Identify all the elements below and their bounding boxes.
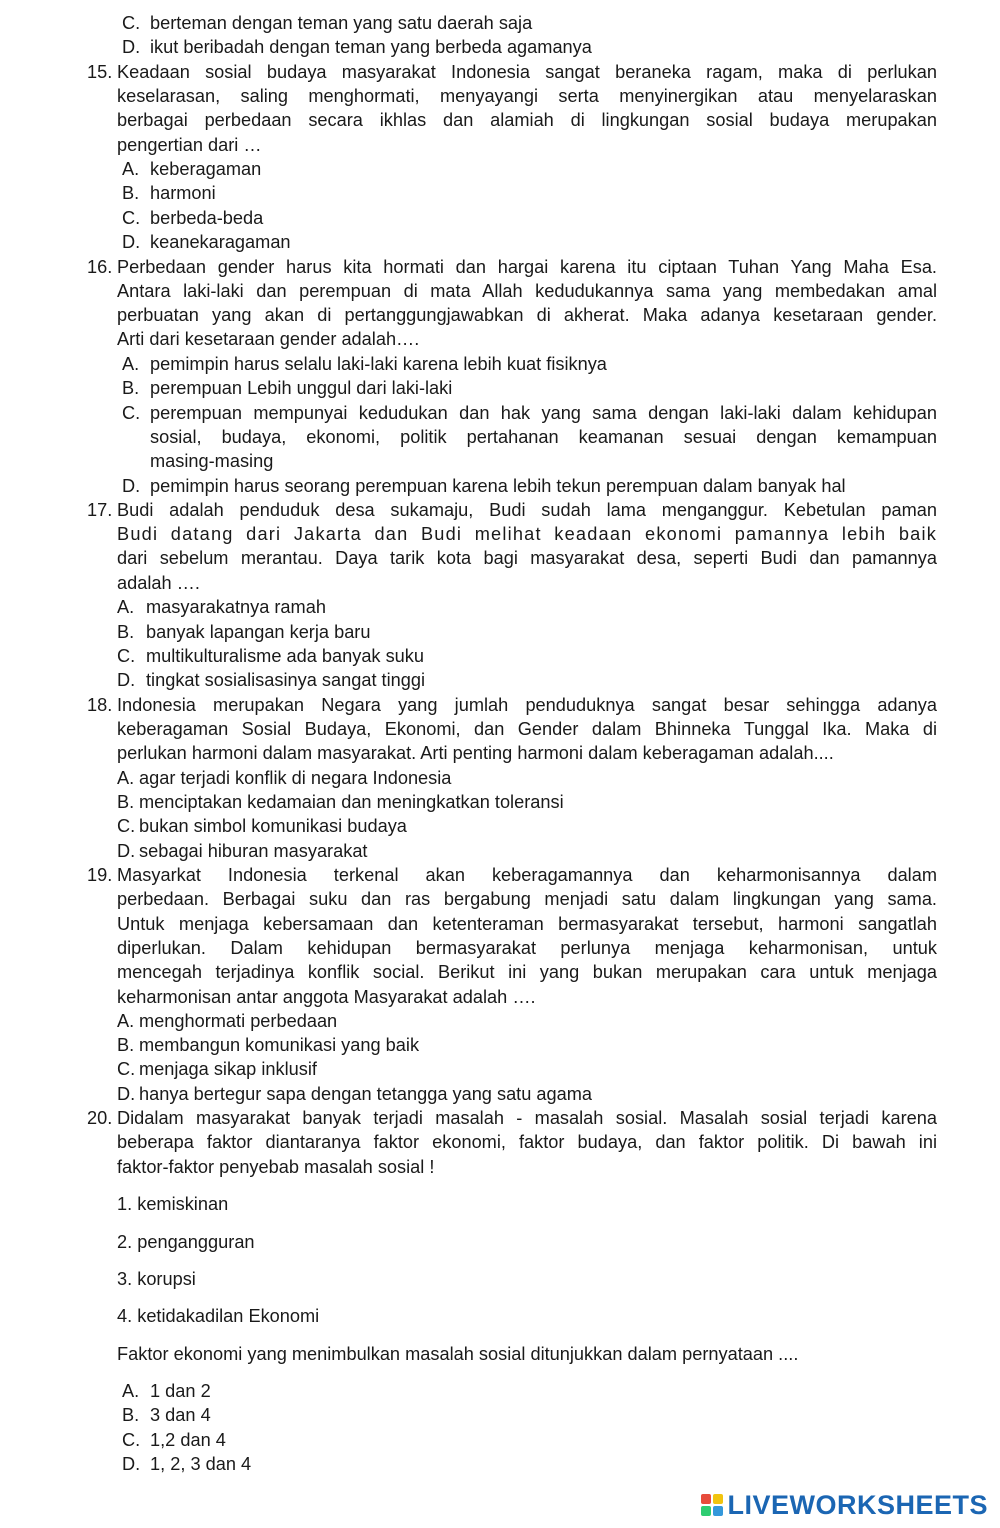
question-number: 17. — [87, 500, 113, 520]
question-text-line: perlukan harmoni dalam masyarakat. Arti penting harmoni dalam keberagaman adalah.... — [117, 743, 834, 763]
option-text: banyak lapangan kerja baru — [146, 622, 371, 642]
option-letter: A. — [117, 1011, 135, 1031]
option-text: hanya bertegur sapa dengan tetangga yang satu agama — [139, 1084, 593, 1104]
option-text: sosial, budaya, ekonomi, politik pertahanan keamanan sesuai dengan kemampuan — [150, 427, 937, 447]
question-number: 19. — [87, 865, 113, 885]
list-item: 3. korupsi — [117, 1269, 196, 1289]
option-letter: A. — [122, 354, 140, 374]
option-text: menghormati perbedaan — [139, 1011, 338, 1031]
question-text-line: diperlukan. Dalam kehidupan bermasyarakat perlunya menjaga keharmonisan, untuk — [117, 938, 937, 958]
question-text-line: Budi datang dari Jakarta dan Budi melihat keadaan ekonomi pamannya lebih baik — [117, 524, 937, 544]
option-text: perempuan Lebih unggul dari laki-laki — [150, 378, 453, 398]
option-letter: C. — [117, 816, 136, 836]
option-letter: C. — [122, 1430, 141, 1450]
option-letter: A. — [122, 1381, 140, 1401]
option-text: 1 dan 2 — [150, 1381, 211, 1401]
option-letter: C. — [117, 1059, 136, 1079]
question-text-line: Didalam masyarakat banyak terjadi masalah - masalah sosial. Masalah sosial terjadi karena — [117, 1108, 937, 1128]
option-text: masyarakatnya ramah — [146, 597, 326, 617]
question-text-line: keharmonisan antar anggota Masyarakat adalah …. — [117, 987, 536, 1007]
question-text-line: faktor-faktor penyebab masalah sosial ! — [117, 1157, 435, 1177]
option-letter: B. — [122, 378, 140, 398]
option-letter: B. — [122, 1405, 140, 1425]
option-letter: D. — [122, 1454, 141, 1474]
option-text: bukan simbol komunikasi budaya — [139, 816, 407, 836]
question-prompt: Faktor ekonomi yang menimbulkan masalah sosial ditunjukkan dalam pernyataan .... — [117, 1344, 799, 1364]
question-text-line: Indonesia merupakan Negara yang jumlah penduduknya sangat besar sehingga adanya — [117, 695, 937, 715]
option-text: berbeda-beda — [150, 208, 264, 228]
option-letter: C. — [122, 13, 141, 33]
option-letter: D. — [122, 476, 141, 496]
question-text-line: Masyarkat Indonesia terkenal akan keberagamannya dan keharmonisannya dalam — [117, 865, 937, 885]
question-text-line: Budi adalah penduduk desa sukamaju, Budi sudah lama menganggur. Kebetulan paman — [117, 500, 937, 520]
option-text: masing-masing — [150, 451, 274, 471]
option-letter: A. — [117, 597, 135, 617]
question-text-line: pengertian dari … — [117, 135, 262, 155]
option-letter: C. — [122, 208, 141, 228]
option-text: harmoni — [150, 183, 216, 203]
option-text: 1, 2, 3 dan 4 — [150, 1454, 252, 1474]
option-text: membangun komunikasi yang baik — [139, 1035, 420, 1055]
option-text: keanekaragaman — [150, 232, 291, 252]
question-text-line: dari sebelum merantau. Daya tarik kota bagi masyarakat desa, seperti Budi dan pamannya — [117, 548, 937, 568]
liveworksheets-logo-icon — [701, 1494, 723, 1516]
option-letter: B. — [117, 622, 135, 642]
question-text-line: beberapa faktor diantaranya faktor ekonomi, faktor budaya, dan faktor politik. Di bawah ini — [117, 1132, 937, 1152]
option-letter: D. — [117, 1084, 136, 1104]
option-letter: A. — [122, 159, 140, 179]
option-text: agar terjadi konflik di negara Indonesia — [139, 768, 452, 788]
question-text-line: perbedaan. Berbagai suku dan ras bergabung menjadi satu dalam lingkungan yang sama. — [117, 889, 937, 909]
option-text: menciptakan kedamaian dan meningkatkan toleransi — [139, 792, 564, 812]
question-text-line: Antara laki-laki dan perempuan di mata Allah kedudukannya sama yang membedakan amal — [117, 281, 937, 301]
option-text: perempuan mempunyai kedudukan dan hak yang sama dengan laki-laki dalam kehidupan — [150, 403, 937, 423]
option-letter: D. — [117, 841, 136, 861]
option-letter: D. — [117, 670, 136, 690]
option-text: 1,2 dan 4 — [150, 1430, 226, 1450]
question-text-line: Arti dari kesetaraan gender adalah…. — [117, 329, 420, 349]
option-text: sebagai hiburan masyarakat — [139, 841, 368, 861]
option-text: 3 dan 4 — [150, 1405, 211, 1425]
option-text: tingkat sosialisasinya sangat tinggi — [146, 670, 426, 690]
list-item: 1. kemiskinan — [117, 1194, 229, 1214]
question-number: 18. — [87, 695, 113, 715]
option-letter: A. — [117, 768, 135, 788]
question-text-line: keselarasan, saling menghormati, menyayangi serta menyinergikan atau menyelaraskan — [117, 86, 937, 106]
option-text: ikut beribadah dengan teman yang berbeda agamanya — [150, 37, 592, 57]
logo-text: LIVEWORKSHEETS — [727, 1489, 988, 1520]
question-text-line: mencegah terjadinya konflik social. Berikut ini yang bukan merupakan cara untuk menjaga — [117, 962, 937, 982]
option-text: pemimpin harus selalu laki-laki karena lebih kuat fisiknya — [150, 354, 607, 374]
option-text: multikulturalisme ada banyak suku — [146, 646, 424, 666]
question-text-line: berbagai perbedaan secara ikhlas dan alamiah di lingkungan sosial budaya merupakan — [117, 110, 937, 130]
option-text: berteman dengan teman yang satu daerah saja — [150, 13, 533, 33]
option-letter: D. — [122, 37, 141, 57]
list-item: 4. ketidakadilan Ekonomi — [117, 1306, 320, 1326]
question-text-line: Perbedaan gender harus kita hormati dan hargai karena itu ciptaan Tuhan Yang Maha Esa. — [117, 257, 937, 277]
option-letter: B. — [117, 792, 135, 812]
option-letter: B. — [122, 183, 140, 203]
question-number: 16. — [87, 257, 113, 277]
option-letter: D. — [122, 232, 141, 252]
liveworksheets-logo — [701, 1488, 988, 1522]
option-text: keberagaman — [150, 159, 262, 179]
question-number: 20. — [87, 1108, 113, 1128]
option-text: pemimpin harus seorang perempuan karena lebih tekun perempuan dalam banyak hal — [150, 476, 846, 496]
question-text-line: Keadaan sosial budaya masyarakat Indonesia sangat beraneka ragam, maka di perlukan — [117, 62, 937, 82]
question-text-line: Untuk menjaga kebersamaan dan ketenteraman bermasyarakat tersebut, harmoni sangatlah — [117, 914, 937, 934]
question-text-line: keberagaman Sosial Budaya, Ekonomi, dan Gender dalam Bhinneka Tunggal Ika. Maka di — [117, 719, 937, 739]
option-letter: C. — [117, 646, 136, 666]
option-letter: B. — [117, 1035, 135, 1055]
question-text-line: adalah …. — [117, 573, 200, 593]
option-letter: C. — [122, 403, 141, 423]
option-text: menjaga sikap inklusif — [139, 1059, 317, 1079]
question-text-line: perbuatan yang akan di pertanggungjawabkan di akherat. Maka adanya kesetaraan gender. — [117, 305, 937, 325]
list-item: 2. pengangguran — [117, 1232, 255, 1252]
question-number: 15. — [87, 62, 113, 82]
